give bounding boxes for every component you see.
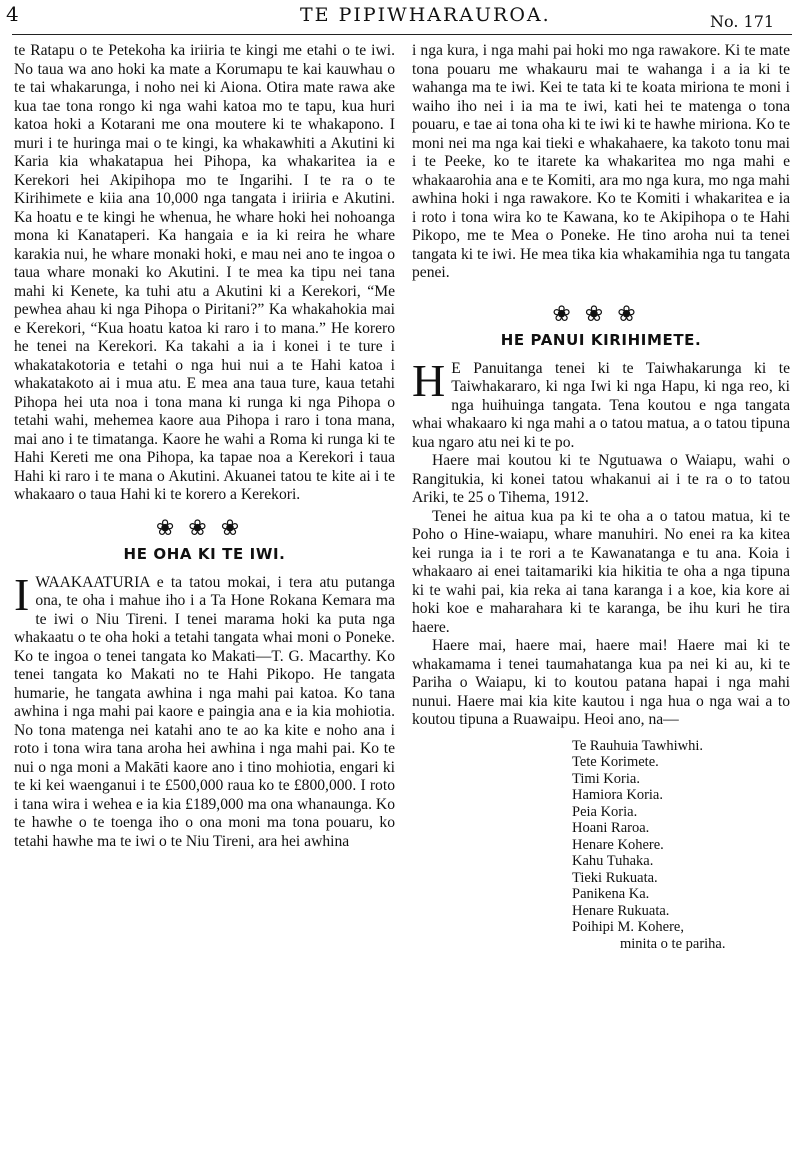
section-heading: HE PANUI KIRIHIMETE. [500, 331, 702, 349]
ornament-divider: ❀❀❀ [552, 300, 650, 326]
left-column [14, 42, 395, 851]
header-rule [12, 34, 792, 35]
section-paragraph: Haere mai koutou ki te Ngutuawa o Waiapu, wahi o Rangitukia, ki konei tatou whakanui ai i te ra o to tatou Ariki, te 25 o Tihema, 1912. [412, 452, 790, 506]
signatory: Peia Koria. [572, 803, 638, 820]
signatory: Poihipi M. Kohere, [572, 919, 684, 935]
ornament-divider: ❀❀❀ [155, 514, 254, 540]
signatory: Timi Koria. [572, 770, 640, 787]
signatory-list [572, 738, 790, 953]
newspaper-title: TE PIPIWHARAUROA. [300, 4, 551, 26]
page-header [0, 0, 800, 40]
right-column [412, 42, 790, 952]
section-paragraph: Haere mai, haere mai, haere mai! Haere mai ki te whakamama i tenei taumahatanga kua pa nei ki au, ki te Pariha o Waiapu, ki to koutou patana hapai i nga mahi nunui. Haere mai kia kite kautou i nga hua o nga wai a to koutou tipuna a Ruawaipu. Heoi ano, na— [412, 637, 790, 728]
signatory: Tieki Rukuata. [572, 869, 658, 886]
signatory-title: minita o te pariha. [620, 935, 726, 952]
signatory: Te Rauhuia Tawhiwhi. [572, 737, 703, 754]
article-continuation: te Ratapu o te Petekoha ka iriiria te kingi me etahi o te iwi. No taua wa ano hoki ka mate a Korumapu te kai kauwhau o te tai whakarunga, i noho nei ki Aiona. Otira mate rawa ake kua tae tona rongo ki nga wahi katoa mo te tapu, kua huri katoa hoki a Kotarani me ona moutere ki te whakapono. I muri i te huringa mai o te kingi, ka whakawhiti a Akutini ki Karia kia whakatapua hei Pihopa, ka whakaritea ia e Kerekori hei Akipihopa mo te Ingarihi. I te ra o te Kirihimete e kiia ana 10,000 nga tangata i iriiria e Akutini. Ka hoatu e te kingi he whenua, he whare hoki hei nohoanga mona ki Kanataperi. Ka hangaia e ia ki reira he whare karakia nui, he whare monaki hoki, e mau nei ano te ingoa o taua whare monaki ko Akutini. I te mea ka tipu nei tana mahi ki Kenete, ka tuhi atu a Akutini ki a Kerekori, “Me pewhea ahau ki nga Pihopa o Piritani?” Ka whakahokia mai e Kerekori, “Kua hoatu katoa ki raro i to mana.” He korero he tenei na Kerekori. Ka takahi a ia i konei i te ture i whakatakotoria e tetahi o nga hui nui a te Hahi katoa i whakatakoto ai i mua atu. E mea ana taua ture, kaua tetahi Pihopa hei uta noa i tona mana ki runga ki nga Pihopa o tetahi wahi, mehemea kaore aua Pihopa i raro i tona mana, mai ano i te timatanga. Kaore he wahi a Roma ki runga ki te Hahi Kereti me ona Pihopa, ka tapae noa a Kerekori i taua Hahi ki raro i te mana o Akutini. Akuanei tatou te kite ai i te whakaaro o taua Hahi ki te korero a Kerekori. [14, 42, 395, 503]
signatory: Hamiora Koria. [572, 787, 663, 803]
signatory: Kahu Tuhaka. [572, 853, 654, 869]
signatory: Tete Korimete. [572, 754, 659, 770]
section-paragraph: E Panuitanga tenei ki te Taiwhakarunga ki te Taiwhakararo, ki nga Iwi ki nga Hapu, ki nga reo, ki nga huihuinga tangata. Tena koutou e nga tangata whai whakaaro ki nga mahi a o tatou matua, a o tatou tipuna kua ngaro atu nei ki te po. [412, 359, 790, 451]
drop-cap: I [14, 568, 30, 620]
signatory: Henare Rukuata. [572, 902, 670, 919]
drop-cap: H [412, 354, 446, 406]
issue-number: No. 171 [710, 12, 775, 31]
section-paragraph: Tenei he aitua kua pa ki te oha a o tatou matua, ki te Poho o Hine-waiapu, whare manuhiri. No enei ra ka kitea kei runga ia i te rori a te Kawanatanga e tu ana. Koia i whakaaro ai enei taitamariki kia hikitia te oha a nga tipuna ki te wahi pai, kia reka ai tana karanga i a koe, kia kore ai hoki koe e maharahara ki te karanga, be ihu kuri he tira haere. [412, 507, 790, 636]
signatory: Panikena Ka. [572, 886, 650, 902]
section-heading: HE OHA KI TE IWI. [123, 545, 286, 563]
signatory: Henare Kohere. [572, 836, 664, 853]
page-number: 4 [6, 2, 19, 26]
signatory: Hoani Raroa. [572, 820, 650, 836]
section-paragraph: WAAKAATURIA e ta tatou mokai, i tera atu putanga ona, te oha i mahue iho i a Ta Hone Rokana Kemara ma te iwi o Niu Tireni. I tenei marama hoki ka puta nga whakaatu o te oha hoki a tetahi tangata whai moni o Poneke. Ko te ingoa o tenei tangata ko Makati—T. G. Macarthy. Ko tenei tangata ko Makati no te Hahi Pikopo. He tangata humarie, he tangata awhina i nga mahi pai katoa. Ko tana awhina i nga mahi pai kaore e paingia ana e ia kia mohiotia. No tona matenga nei katahi ano te ao ka kite e noho ana i roto i tona wira tana aroha hei awhina i nga mahi pai. Ko te nui o nga moni a Makāti kaore ano i tino mohiotia, engari ki te ki kei waenganui i te £500,000 raua ko te £800,000. I roto i tana wira i wehea e ia kia £189,000 ma ona whanaunga. Ko te hawhe o te toenga iho o ona moni ma tona pouaru, ko tetahi hawhe ma te iwi o te Niu Tireni, ara hei awhina [14, 573, 395, 850]
article-continuation: i nga kura, i nga mahi pai hoki mo nga rawakore. Ki te mate tona pouaru me whakauru mai te wahanga i a ia ki te wahanga ma te iwi. Kei te tata ki te koata miriona te moni i waiho iho nei i ia ma te iwi, kati hei te matenga o tona pouaru, e tae ai tona oha ki te iwi ki te hawhe miriona. Ko te moni nei ma nga kai tieki e whakahaere, ka takoto tonu mai i te Peeke, ko te itarete ka whakaritea mo nga mahi e whakaarohia ana e te Komiti, ara mo nga kura, mo nga mahi awhina hoki i nga rawakore. Ko te Komiti i whakaritea e ia i roto i tona wira ko te Kawana, ko te Akipihopa o te Hahi Pikopo, me te Mea o Poneke. He tino aroha nui ta tenei tangata ki te iwi. He mea tika kia whakamihia nga tu tangata penei. [412, 42, 790, 281]
